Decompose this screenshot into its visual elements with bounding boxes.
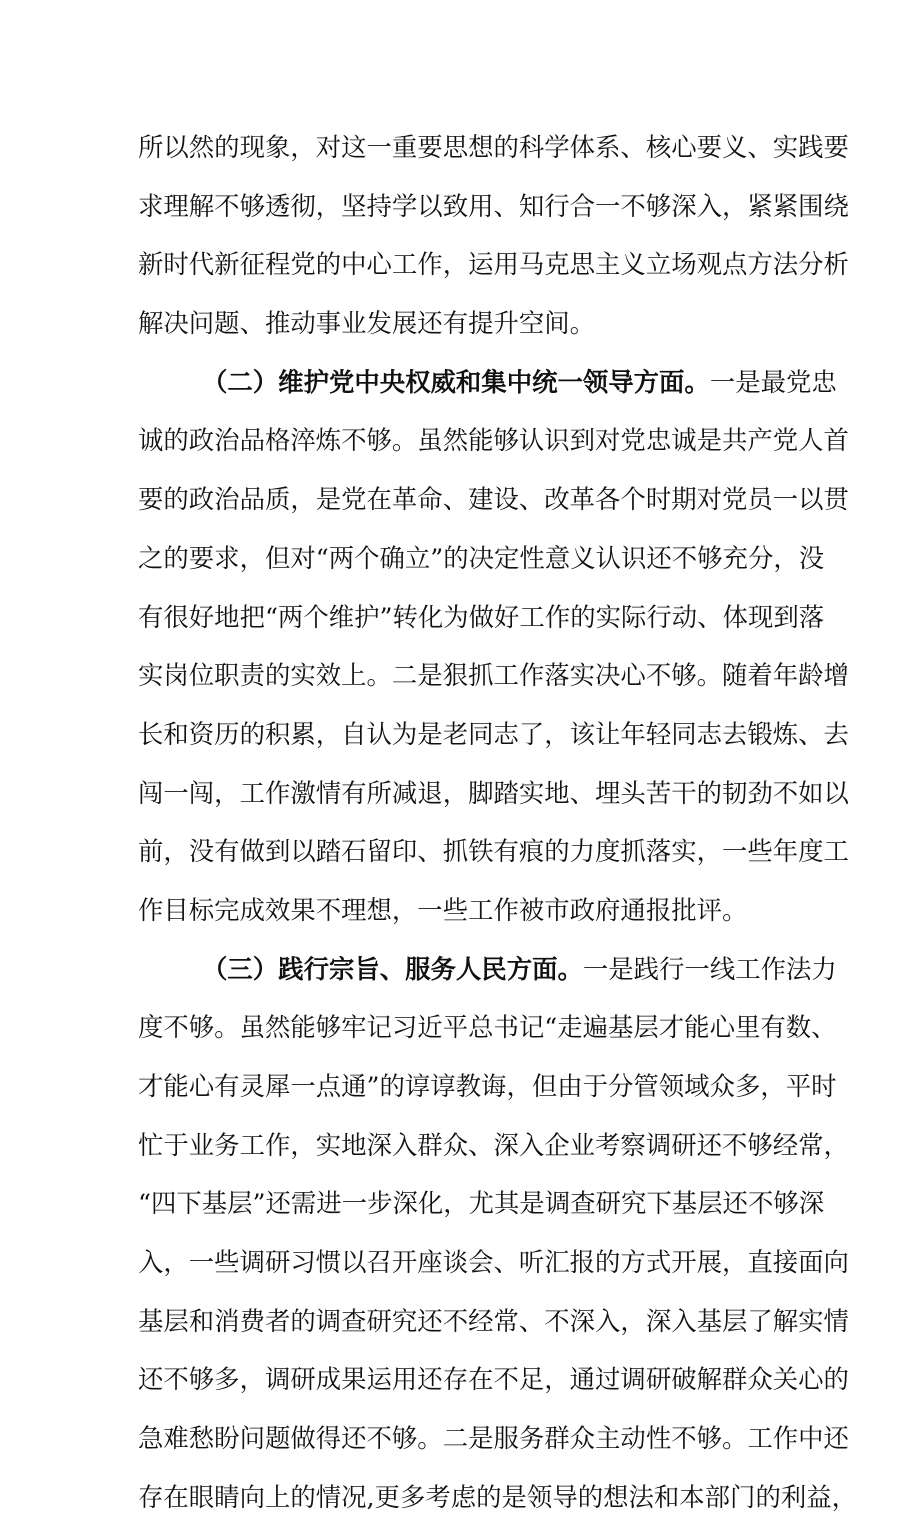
text-line: 忙于业务工作，实地深入群众、深入企业考察调研还不够经常， — [138, 1129, 849, 1160]
section-heading-3: （三）践行宗旨、服务人民方面。 — [202, 953, 583, 984]
text-line: “四下基层”还需进一步深化，尤其是调查研究下基层还不够深 — [138, 1188, 825, 1219]
text-line: 前，没有做到以踏石留印、抓铁有痕的力度抓落实，一些年度工 — [138, 836, 849, 867]
section-heading-2: （二）维护党中央权威和集中统一领导方面。 — [202, 366, 710, 397]
text-line: 实岗位职责的实效上。二是狠抓工作落实决心不够。随着年龄增 — [138, 660, 849, 691]
text-line: 诚的政治品格淬炼不够。虽然能够认识到对党忠诚是共产党人首 — [138, 425, 849, 456]
text-run: 一是践行一线工作法力 — [582, 953, 837, 984]
text-line: 急难愁盼问题做得还不够。二是服务群众主动性不够。工作中还 — [138, 1423, 849, 1454]
text-line: 闯一闯，工作激情有所减退，脚踏实地、埋头苦干的韧劲不如以 — [138, 777, 849, 808]
text-line: 之的要求，但对“两个确立”的决定性意义认识还不够充分，没 — [138, 542, 825, 573]
text-line: 入，一些调研习惯以召开座谈会、听汇报的方式开展，直接面向 — [138, 1247, 849, 1278]
text-line: 要的政治品质，是党在革命、建设、改革各个时期对党员一以贯 — [138, 484, 849, 515]
text-run: 一是最党忠 — [709, 366, 837, 397]
text-line: 长和资历的积累，自认为是老同志了，该让年轻同志去锻炼、去 — [138, 718, 849, 749]
text-line: 基层和消费者的调查研究还不经常、不深入，深入基层了解实情 — [138, 1305, 849, 1336]
text-line: 求理解不够透彻，坚持学以致用、知行合一不够深入，紧紧围绕 — [138, 190, 849, 221]
text-line: 解决问题、推动事业发展还有提升空间。 — [138, 308, 596, 339]
text-line: 存在眼睛向上的情况,更多考虑的是领导的想法和本部门的利益， — [138, 1481, 858, 1512]
text-line: 度不够。虽然能够牢记习近平总书记“走遍基层才能心里有数、 — [138, 1012, 837, 1043]
document-body — [138, 118, 858, 1527]
text-line: 才能心有灵犀一点通”的谆谆教诲，但由于分管领域众多，平时 — [138, 1071, 837, 1101]
text-line: 所以然的现象，对这一重要思想的科学体系、核心要义、实践要 — [138, 132, 849, 162]
text-line: 有很好地把“两个维护”转化为做好工作的实际行动、体现到落 — [138, 601, 825, 632]
paragraph-first-line — [138, 353, 837, 412]
text-line: 还不够多，调研成果运用还存在不足，通过调研破解群众关心的 — [138, 1364, 849, 1395]
text-line: 作目标完成效果不理想，一些工作被市政府通报批评。 — [138, 894, 748, 925]
text-line: 新时代新征程党的中心工作，运用马克思主义立场观点方法分析 — [138, 249, 849, 280]
paragraph-first-line — [138, 940, 837, 999]
